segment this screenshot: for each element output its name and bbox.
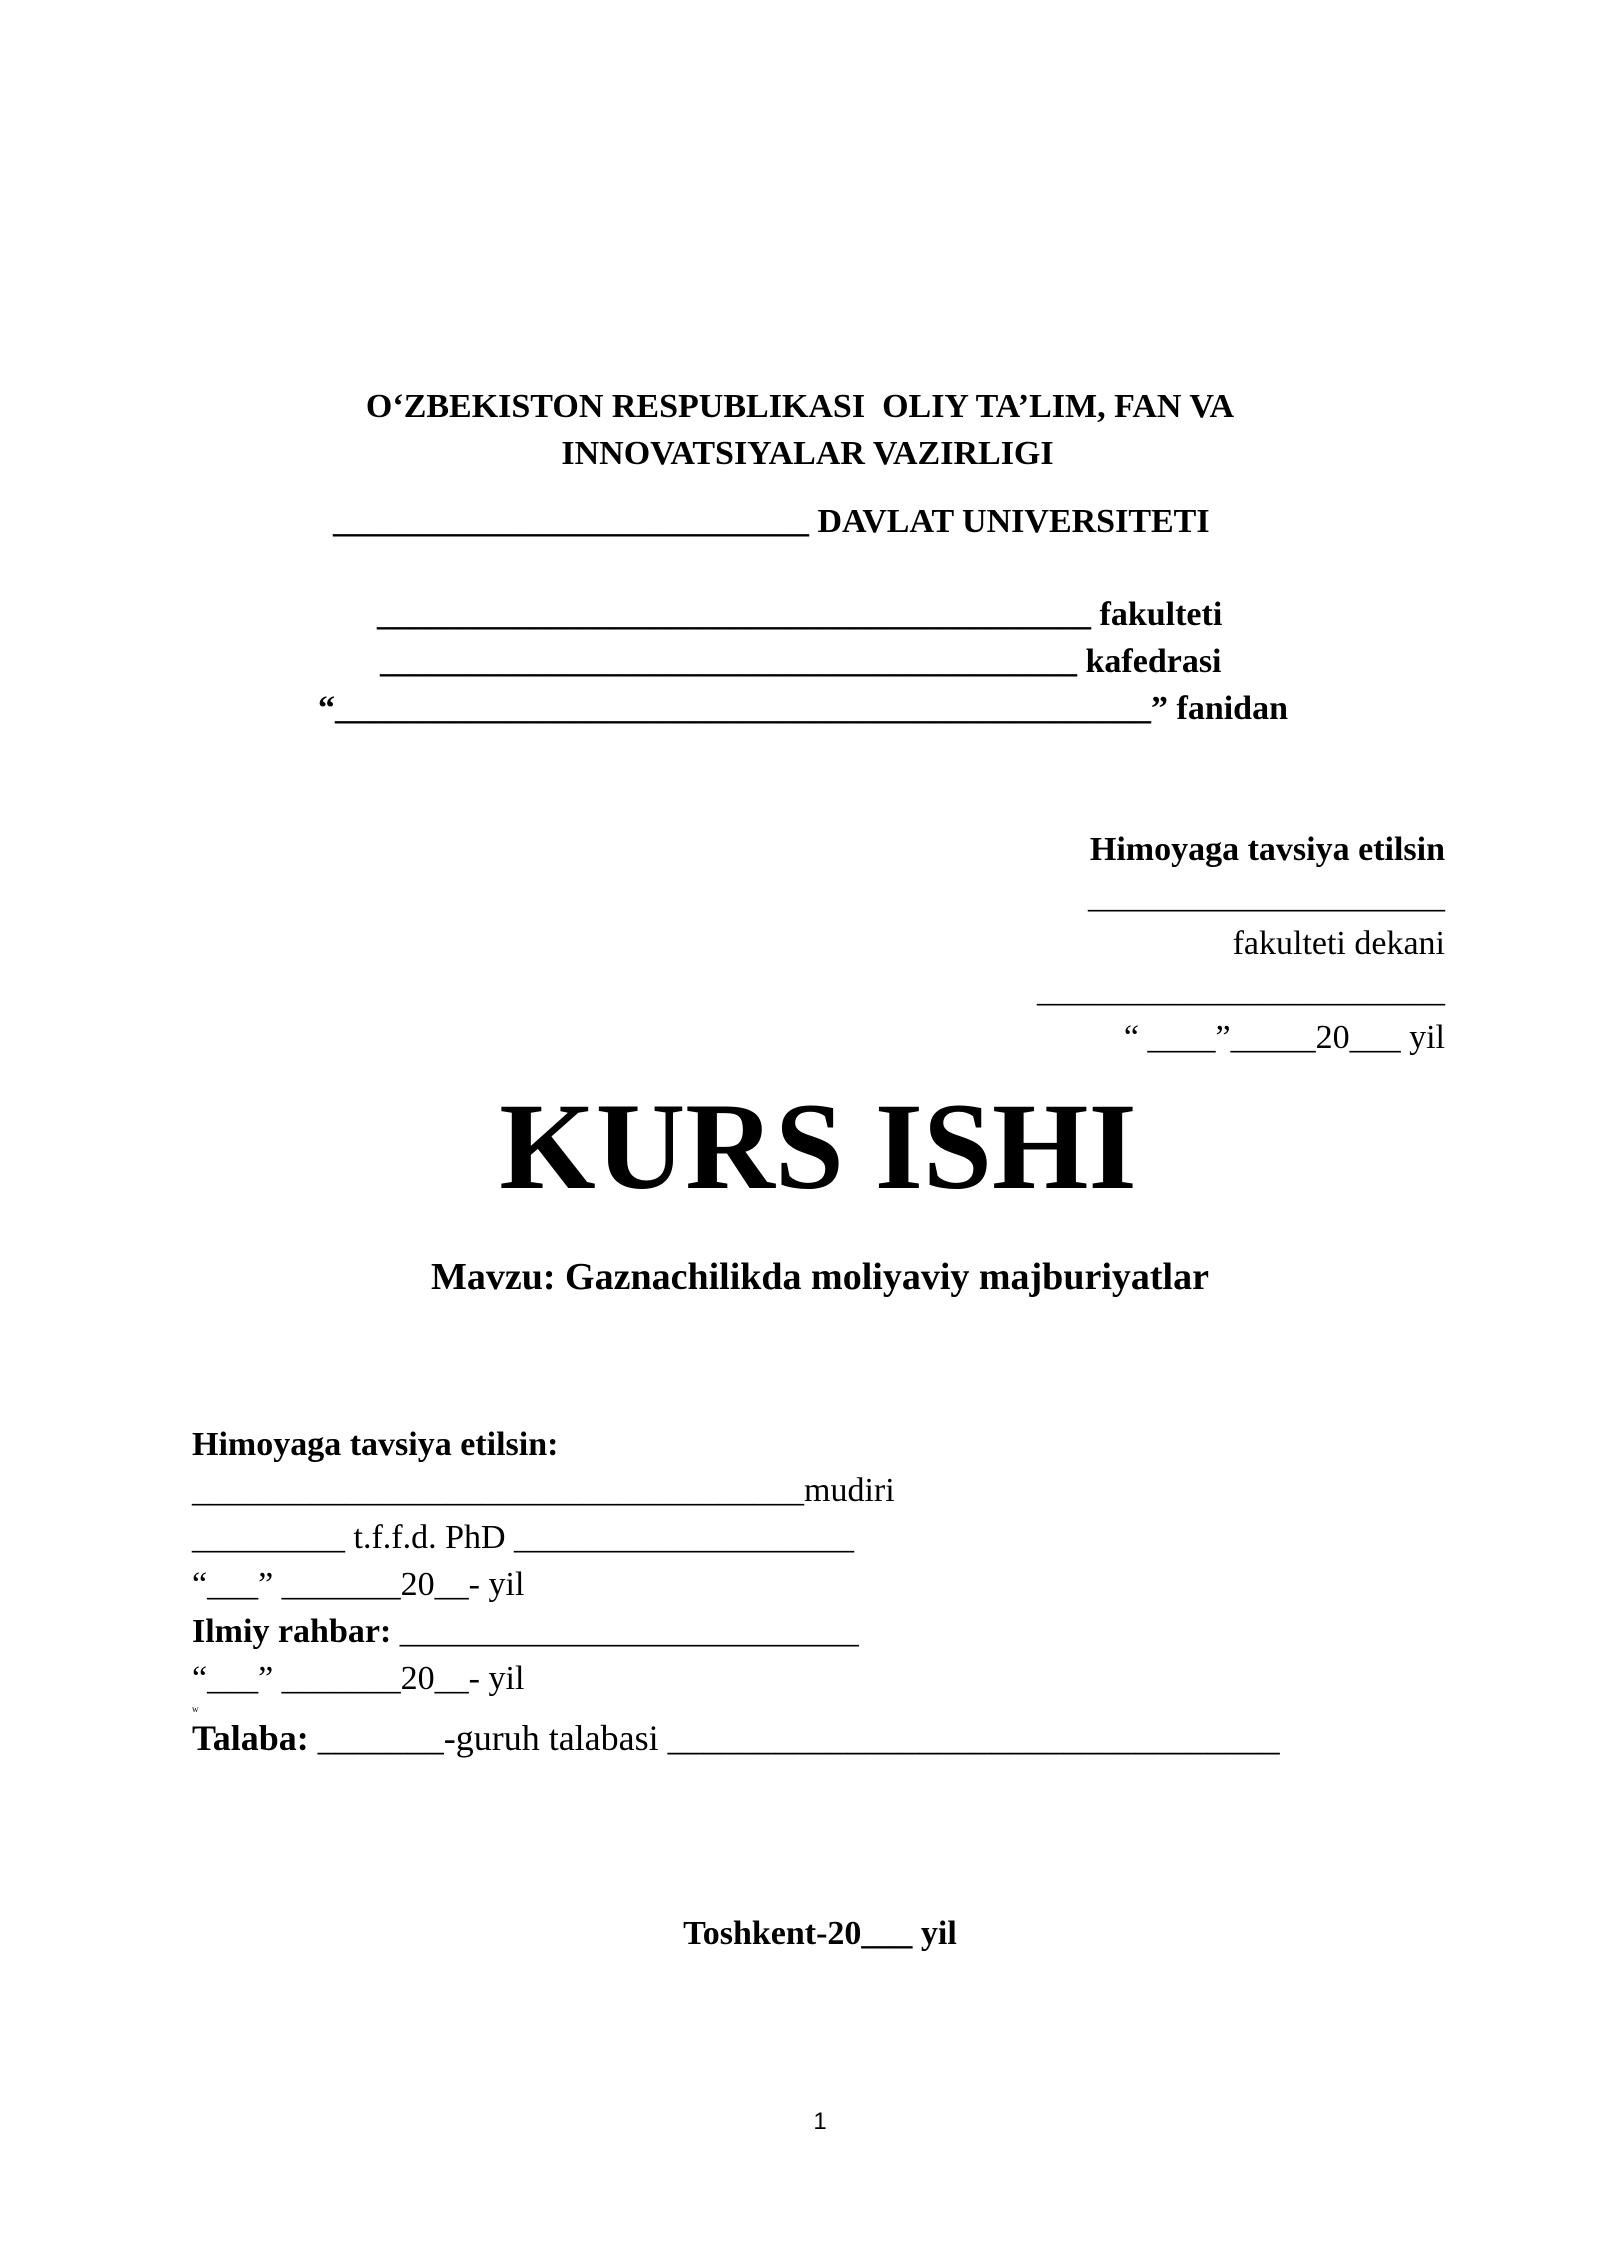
department-head-line: ____________________________________mudiri [192, 1472, 895, 1509]
advisor-blank: ___________________________ [399, 1613, 859, 1650]
degree-line: _________ t.f.f.d. PhD ____________________ [192, 1519, 855, 1556]
student-label: Talaba: [192, 1718, 318, 1758]
dean-name-blank: ________________________ [1037, 972, 1445, 1009]
dean-approval-date: “ ____”_____20___ yil [1123, 1019, 1445, 1056]
student-line [192, 1720, 1280, 1756]
department-line: _________________________________________ kafedrasi [380, 643, 1222, 680]
defense-heading: Himoyaga tavsiya etilsin: [192, 1426, 559, 1463]
document-title: KURS ISHI [499, 1078, 1137, 1215]
dean-signature-blank: _____________________ [1088, 878, 1445, 915]
university-line: ____________________________ DAVLAT UNIVERSITETI [333, 503, 1210, 540]
advisor-label: Ilmiy rahbar: [192, 1613, 400, 1650]
subject-line: “________________________________________________” fanidan [318, 690, 1288, 727]
ministry-line-1: O‘ZBEKISTON RESPUBLIKASI OLIY TA’LIM, FAN VA [365, 388, 1235, 425]
page-number: 1 [813, 2108, 827, 2135]
ministry-line-2: INNOVATSIYALAR VAZIRLIGI [561, 435, 1054, 472]
advisor-date-line: “___” _______20__- yil [192, 1660, 525, 1697]
defense-date-line: “___” _______20__- yil [192, 1566, 525, 1603]
topic-line: Mavzu: Gaznachilikda moliyaviy majburiyatlar [431, 1256, 1209, 1298]
small-mark: w [192, 1704, 199, 1714]
dean-approval-heading: Himoyaga tavsiya etilsin [1089, 831, 1445, 868]
advisor-line [192, 1615, 859, 1649]
student-blank: _______-guruh talabasi __________________________________ [317, 1718, 1280, 1758]
city-year: Toshkent-20___ yil [683, 1915, 957, 1952]
dean-role: fakulteti dekani [1232, 925, 1445, 962]
faculty-line: __________________________________________ fakulteti [377, 596, 1223, 633]
